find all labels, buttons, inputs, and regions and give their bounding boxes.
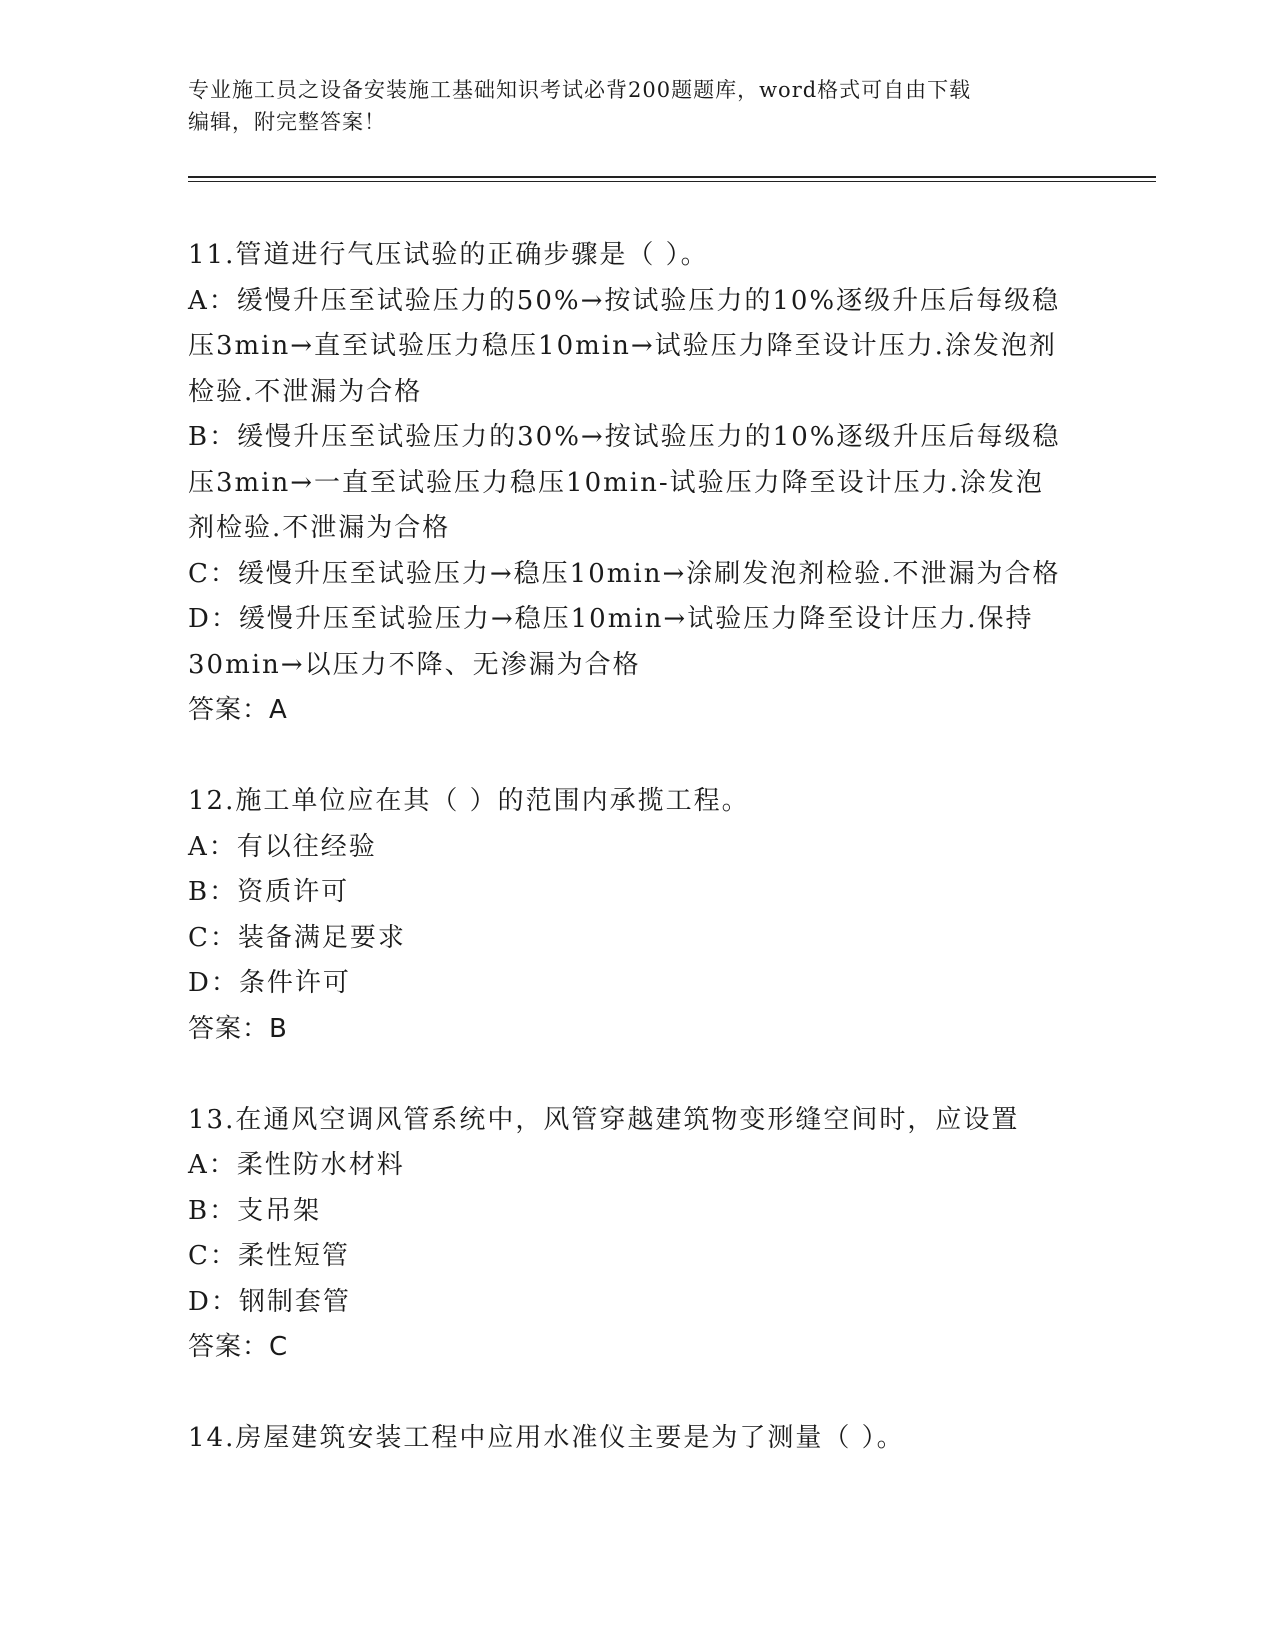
question-stem: 12.施工单位应在其（ ）的范围内承揽工程。 bbox=[188, 786, 750, 816]
option-c: C：柔性短管 bbox=[188, 1241, 350, 1271]
question-stem: 11.管道进行气压试验的正确步骤是（ ）。 bbox=[188, 240, 709, 270]
option-a: A：有以往经验 bbox=[188, 831, 377, 862]
question-13 bbox=[188, 1098, 1088, 1371]
answer-label: 答案：C bbox=[188, 1332, 289, 1362]
question-stem: 13.在通风空调风管系统中，风管穿越建筑物变形缝空间时，应设置 bbox=[188, 1104, 1020, 1135]
option-d-line-1: D：缓慢升压至试验压力→稳压10min→试验压力降至设计压力.保持 bbox=[188, 604, 1034, 634]
question-list bbox=[188, 233, 1088, 1462]
question-spacer bbox=[188, 1052, 1088, 1098]
question-12 bbox=[188, 779, 1088, 1052]
option-d-line-2: 30min→以压力不降、无渗漏为合格 bbox=[188, 649, 641, 680]
option-a: A：柔性防水材料 bbox=[188, 1150, 405, 1180]
question-14 bbox=[188, 1416, 1088, 1462]
header-divider-top bbox=[188, 176, 1156, 178]
header-divider-bottom bbox=[188, 181, 1156, 182]
option-b: B：支吊架 bbox=[188, 1195, 322, 1226]
option-a-line-2: 压3min→直至试验压力稳压10min→试验压力降至设计压力.涂发泡剂 bbox=[188, 331, 1057, 361]
option-b-line-3: 剂检验.不泄漏为合格 bbox=[188, 513, 451, 543]
question-spacer bbox=[188, 734, 1088, 780]
header-line-1: 专业施工员之设备安装施工基础知识考试必背200题题库，word格式可自由下载 bbox=[188, 78, 972, 102]
option-c: C：装备满足要求 bbox=[188, 922, 406, 953]
option-d: D：条件许可 bbox=[188, 968, 351, 998]
option-a-line-3: 检验.不泄漏为合格 bbox=[188, 376, 423, 407]
option-d: D：钢制套管 bbox=[188, 1286, 351, 1317]
answer-label: 答案：A bbox=[188, 695, 288, 725]
question-stem: 14.房屋建筑安装工程中应用水准仪主要是为了测量（ ）。 bbox=[188, 1423, 905, 1453]
option-b-line-2: 压3min→一直至试验压力稳压10min-试验压力降至设计压力.涂发泡 bbox=[188, 467, 1044, 498]
option-c-line-1: C：缓慢升压至试验压力→稳压10min→涂刷发泡剂检验.不泄漏为合格 bbox=[188, 558, 1061, 589]
option-b-line-1: B：缓慢升压至试验压力的30%→按试验压力的10%逐级升压后每级稳 bbox=[188, 422, 1061, 452]
header-line-2: 编辑，附完整答案！ bbox=[188, 110, 386, 134]
option-a-line-1: A：缓慢升压至试验压力的50%→按试验压力的10%逐级升压后每级稳 bbox=[188, 285, 1061, 316]
answer-label: 答案：B bbox=[188, 1013, 288, 1044]
question-spacer bbox=[188, 1371, 1088, 1417]
option-b: B：资质许可 bbox=[188, 877, 350, 907]
question-11 bbox=[188, 233, 1088, 734]
document-header bbox=[188, 74, 1068, 138]
